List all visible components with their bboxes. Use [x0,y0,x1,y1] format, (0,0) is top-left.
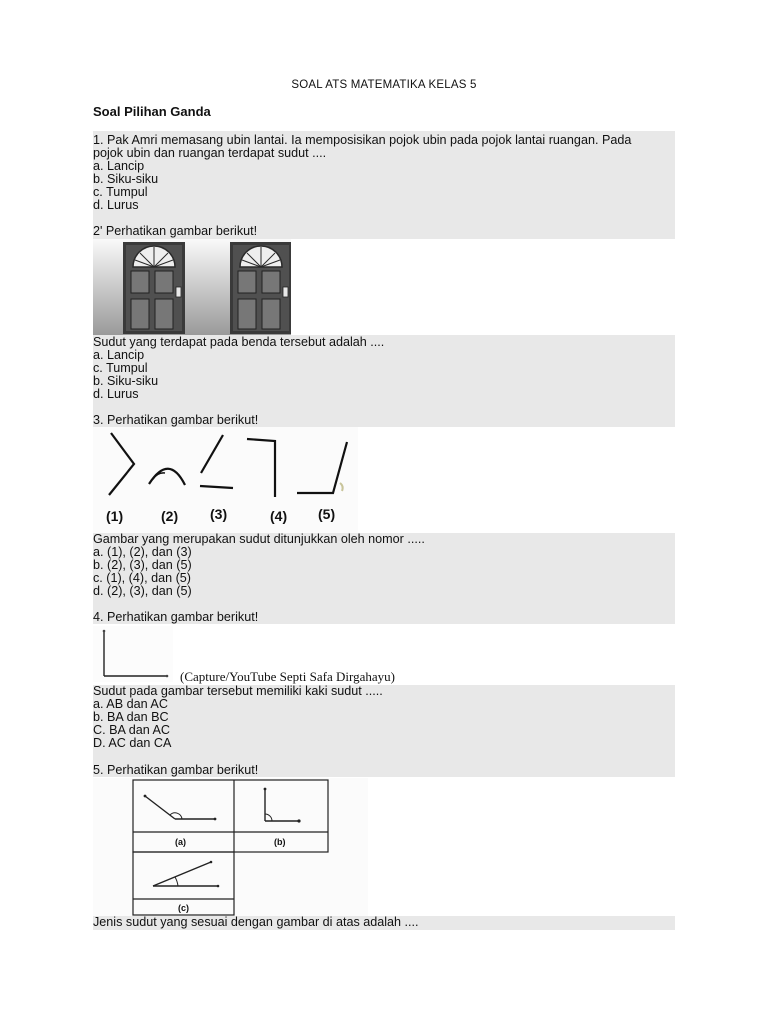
q2-block [93,335,675,427]
q3-figure-label: (4) [270,508,288,524]
q5-prompt: 5. Perhatikan gambar berikut! [93,763,259,777]
q3-option: a. (1), (2), dan (3) [93,545,192,559]
q4-option: b. BA dan BC [93,710,169,724]
q1-block [93,131,675,239]
q3-figure [93,427,358,533]
q3-block [93,533,675,624]
q1-option: c. Tumpul [93,185,148,199]
page-title: SOAL ATS MATEMATIKA KELAS 5 [291,79,477,91]
q2-prompt: 2' Perhatikan gambar berikut! [93,224,258,238]
q3-option: b. (2), (3), dan (5) [93,558,192,572]
q3-figure-label: (2) [161,508,179,524]
q5-block [93,916,675,930]
q3-question: Gambar yang merupakan sudut ditunjukkan oleh nomor ..... [93,532,425,546]
doors-figure [93,239,291,335]
q1-text-line2: pojok ubin dan ruangan terdapat sudut .... [93,146,327,160]
q5-figure-label: (a) [175,837,186,847]
q1-option: a. Lancip [93,159,145,173]
q2-option: d. Lurus [93,387,139,401]
q4-option: C. BA dan AC [93,723,171,737]
q3-option: d. (2), (3), dan (5) [93,584,192,598]
q3-prompt: 3. Perhatikan gambar berikut! [93,413,259,427]
q1-option: d. Lurus [93,198,139,212]
q5-figure-label: (c) [178,903,189,913]
q4-angle-figure [93,626,173,682]
door-icon [123,242,185,334]
q2-option: a. Lancip [93,348,145,362]
q4-prompt: 4. Perhatikan gambar berikut! [93,610,259,624]
q4-option: a. AB dan AC [93,697,168,711]
door-icon [230,242,291,334]
q4-block [93,685,675,777]
section-heading: Soal Pilihan Ganda [93,104,211,119]
q5-question: Jenis sudut yang sesuai dengan gambar di atas adalah .... [93,915,419,929]
q2-option: b. Siku-siku [93,374,159,388]
q2-question: Sudut yang terdapat pada benda tersebut adalah .... [93,335,385,349]
q3-figure-label: (5) [318,506,336,522]
q4-option: D. AC dan CA [93,736,172,750]
q3-figure-label: (1) [106,508,124,524]
q1-text-line1: 1. Pak Amri memasang ubin lantai. Ia memposisikan pojok ubin pada pojok lantai ruangan. Pada [93,133,632,147]
angle-table [93,778,368,916]
q5-figure-label: (b) [274,837,286,847]
q2-option: c. Tumpul [93,361,148,375]
q1-option: b. Siku-siku [93,172,159,186]
q3-figure-label: (3) [210,506,228,522]
q4-caption: (Capture/YouTube Septi Safa Dirgahayu) [180,669,395,684]
q5-figure [93,778,368,916]
q4-question: Sudut pada gambar tersebut memiliki kaki sudut ..... [93,684,383,698]
q3-option: c. (1), (4), dan (5) [93,571,191,585]
